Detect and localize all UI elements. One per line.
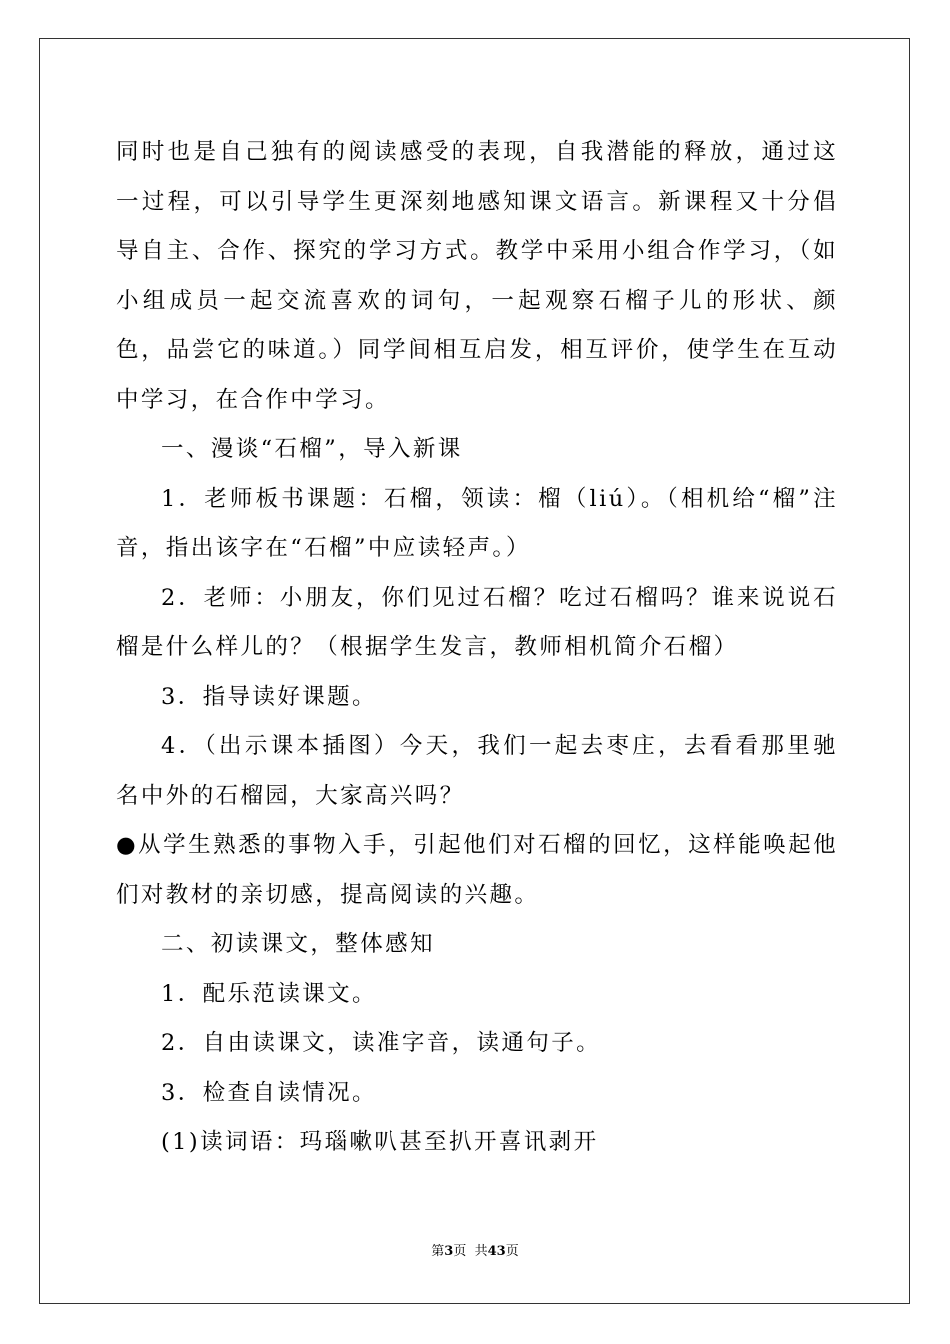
total-page-number: 43 <box>487 1244 506 1259</box>
document-body <box>116 128 838 1168</box>
paragraph: ●从学生熟悉的事物入手，引起他们对石榴的回忆，这样能唤起他们对教材的亲切感，提高阅读的兴趣。 <box>116 832 838 908</box>
footer-suffix: 页 <box>505 1244 519 1259</box>
paragraph: 4．（出示课本插图）今天，我们一起去枣庄，去看看那里驰名中外的石榴园，大家高兴吗？ <box>116 733 838 809</box>
paragraph: 2．老师：小朋友，你们见过石榴？吃过石榴吗？谁来说说石榴是什么样儿的？（根据学生发言，教师相机简介石榴） <box>116 584 838 660</box>
page-footer <box>0 1240 950 1259</box>
paragraph: 2．自由读课文，读准字音，读通句子。 <box>161 1030 602 1056</box>
footer-prefix: 第 <box>431 1244 445 1259</box>
paragraph: 1．老师板书课题：石榴，领读：榴（liú）。（相机给“榴”注音，指出该字在“石榴”中应读轻声。） <box>116 485 838 561</box>
current-page-number: 3 <box>444 1244 454 1259</box>
paragraph: 3．指导读好课题。 <box>161 683 377 710</box>
paragraph: (1)读词语：玛瑙嗽叭甚至扒开喜讯剥开 <box>161 1129 599 1155</box>
section-heading: 一、漫谈“石榴”，导入新课 <box>161 436 463 462</box>
paragraph: 3．检查自读情况。 <box>161 1079 377 1106</box>
section-heading: 二、初读课文，整体感知 <box>161 931 435 957</box>
paragraph: 1．配乐范读课文。 <box>161 980 377 1007</box>
paragraph: 同时也是自己独有的阅读感受的表现，自我潜能的释放，通过这一过程，可以引导学生更深刻地感知课文语言。新课程又十分倡导自主、合作、探究的学习方式。教学中采用小组合作学习，（如小组成员一起交流喜欢的词句，一起观察石榴子儿的形状、颜色，品尝它的味道。）同学间相互启发，相互评价，使学生在互动中学习，在合作中学习。 <box>116 139 838 413</box>
footer-mid: 页 共 <box>453 1244 488 1259</box>
